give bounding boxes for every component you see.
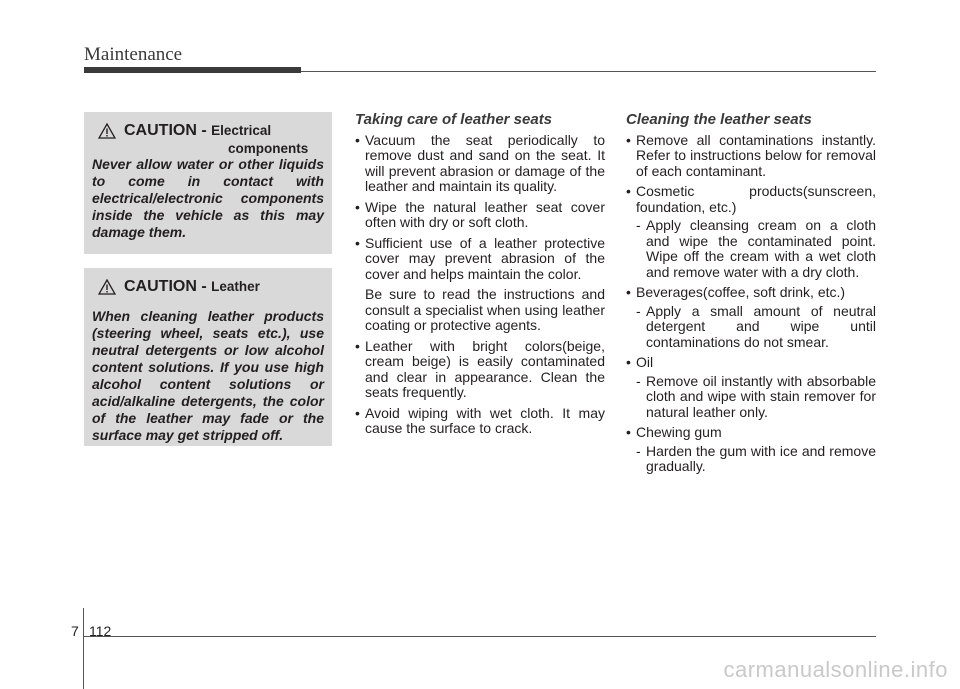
list-item: • Beverages(coffee, soft drink, etc.) bbox=[626, 285, 876, 301]
list-item: • Chewing gum bbox=[626, 425, 876, 441]
section-heading: Taking care of leather seats bbox=[355, 111, 553, 128]
caution-box-leather bbox=[84, 268, 332, 446]
warning-triangle-icon bbox=[98, 123, 116, 139]
section-heading: Cleaning the leather seats bbox=[626, 111, 812, 128]
list-item: • Leather with bright colors(beige, cream beige) is easily contaminated and clear in appearance. Clean the seats frequently. bbox=[355, 339, 605, 401]
sub-step: - Remove oil instantly with absorbable cloth and wipe with stain remover for natural leather only. bbox=[636, 372, 876, 420]
caution-heading-continued: components bbox=[228, 141, 309, 156]
list-item: • Cosmetic products(sunscreen, foundation, etc.) bbox=[626, 184, 876, 215]
page-section-title: Maintenance bbox=[84, 44, 183, 65]
cleaning-section bbox=[626, 112, 876, 480]
watermark: carmanualsonline.info bbox=[723, 657, 948, 682]
header-accent-bar bbox=[84, 67, 301, 73]
caution-box-electrical bbox=[84, 112, 332, 254]
list-item-note: Be sure to read the instructions and consult a specialist when using leather coating or protective agents. bbox=[365, 286, 605, 333]
caution-text: When cleaning leather products (steering wheel, seats etc.), use neutral detergents or low alcohol content solutions. If you use high alcohol content solutions or acid/alkaline detergents, the color of the leather may fade or the surface may get stripped off. bbox=[92, 308, 324, 443]
list-item: • Vacuum the seat periodically to remove dust and sand on the seat. It will prevent abrasion or damage of the leather and maintain its quality. bbox=[355, 133, 605, 195]
chapter-number: 7 bbox=[71, 623, 79, 639]
list-item: • Avoid wiping with wet cloth. It may cause the surface to crack. bbox=[355, 406, 605, 437]
warning-triangle-icon bbox=[98, 279, 116, 295]
sub-step: - Apply cleansing cream on a cloth and wipe the contaminated point. Wipe off the cream with a wet cloth and remove water with a dry cloth. bbox=[636, 217, 876, 280]
list-item: • Remove all contaminations instantly. Refer to instructions below for removal of each contaminant. bbox=[626, 133, 876, 180]
caution-text: Never allow water or other liquids to come in contact with electrical/electronic components inside the vehicle as this may damage them. bbox=[92, 156, 324, 240]
footer-rule bbox=[84, 636, 876, 637]
page-number: 112 bbox=[89, 623, 112, 639]
sub-step: - Apply a small amount of neutral detergent and wipe until contaminations do not smear. bbox=[636, 302, 876, 350]
list-item: • Sufficient use of a leather protective cover may prevent abrasion of the cover and helps maintain the color. bbox=[355, 236, 605, 283]
list-item: • Wipe the natural leather seat cover often with dry or soft cloth. bbox=[355, 200, 605, 231]
taking-care-section bbox=[355, 112, 605, 442]
caution-heading: CAUTION - Leather bbox=[124, 278, 260, 295]
caution-heading: CAUTION - Electrical bbox=[124, 122, 272, 139]
footer-vertical-rule bbox=[83, 608, 84, 689]
sub-step: - Harden the gum with ice and remove gradually. bbox=[636, 442, 876, 474]
list-item: • Oil bbox=[626, 355, 876, 371]
